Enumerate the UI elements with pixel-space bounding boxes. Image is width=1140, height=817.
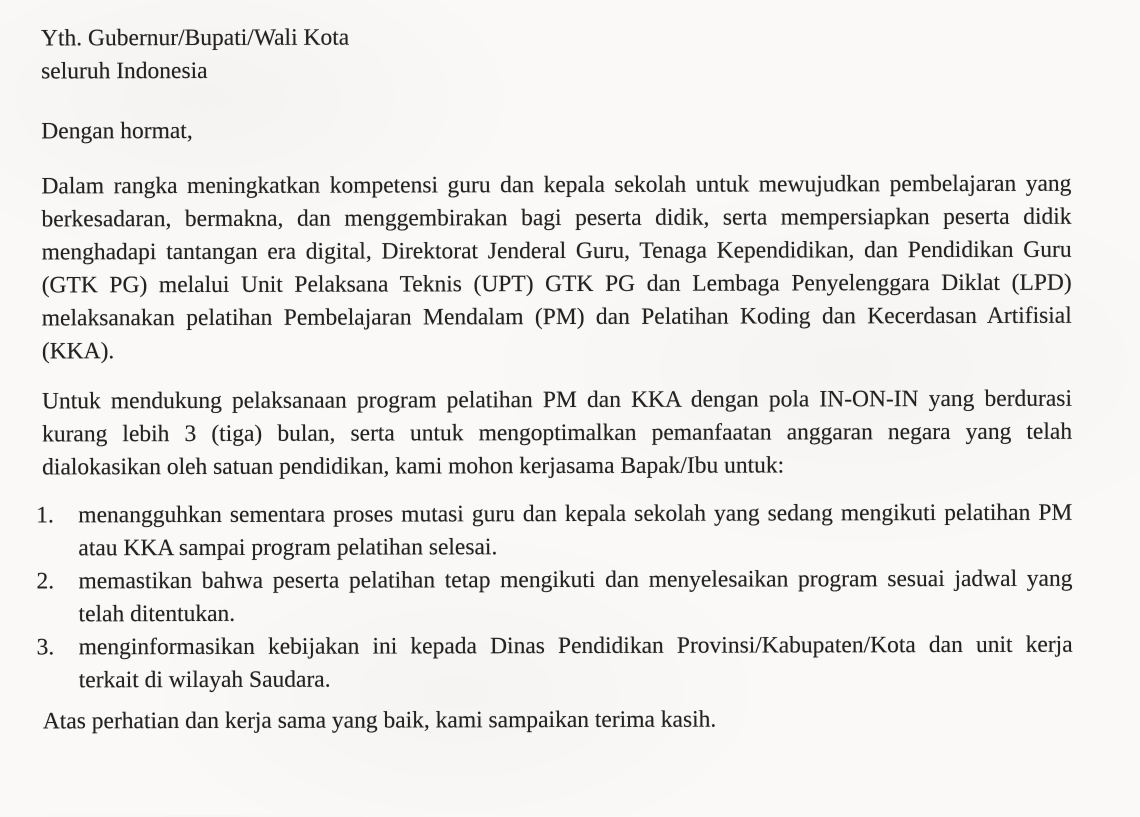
- list-item-3-text: menginformasikan kebijakan ini kepada Dinas Pendidikan Provinsi/Kabupaten/Kota dan unit kerja terkait di wilayah Saudara.: [78, 631, 1073, 694]
- paragraph-request-intro: Untuk mendukung pelaksanaan program pelatihan PM dan KKA dengan pola IN-ON-IN yang berdurasi kurang lebih 3 (tiga) bulan, serta untuk mengoptimalkan pemanfaatan anggaran negara yang telah dialokasikan oleh satuan pendidikan, kami mohon kerjasama Bapak/Ibu untuk:: [41, 385, 1073, 481]
- list-item-3-number: 3.: [36, 634, 55, 661]
- list-item-1-number: 1.: [36, 502, 54, 529]
- closing-sentence: Atas perhatian dan kerja sama yang baik, kami sampaikan terima kasih.: [42, 706, 717, 735]
- request-list: [36, 497, 1073, 698]
- list-item-1-text: menangguhkan sementara proses mutasi guru dan kepala sekolah yang sedang mengikuti pelatihan PM atau KKA sampai program pelatihan selesai.: [78, 499, 1073, 562]
- recipient-block: [41, 20, 1071, 89]
- salutation: Dengan hormat,: [41, 117, 193, 145]
- list-item-2-text: memastikan bahwa peserta pelatihan tetap mengikuti dan menyelesaikan program sesuai jadwal yang telah ditentukan.: [78, 565, 1073, 628]
- list-item-1: [36, 497, 1073, 566]
- recipient-line-2: seluruh Indonesia: [41, 57, 208, 85]
- list-item-2-number: 2.: [36, 568, 55, 595]
- paragraph-background: Dalam rangka meningkatkan kompetensi guru dan kepala sekolah untuk mewujudkan pembelajaran yang berkesadaran, bermakna, dan menggembirakan bagi peserta didik, serta mempersiapkan peserta didik menghadapi tantangan era digital, Direktorat Jenderal Guru, Tenaga Kependidikan, dan Pendidikan Guru (GTK PG) melalui Unit Pelaksana Teknis (UPT) GTK PG dan Lembaga Penyelenggara Diklat (LPD) melaksanakan pelatihan Pembelajaran Mendalam (PM) dan Pelatihan Koding dan Kecerdasan Artifisial (KKA).: [41, 170, 1072, 365]
- recipient-line-1: Yth. Gubernur/Bupati/Wali Kota: [40, 24, 350, 52]
- list-item-3: [36, 629, 1073, 698]
- list-item-2: [36, 563, 1073, 632]
